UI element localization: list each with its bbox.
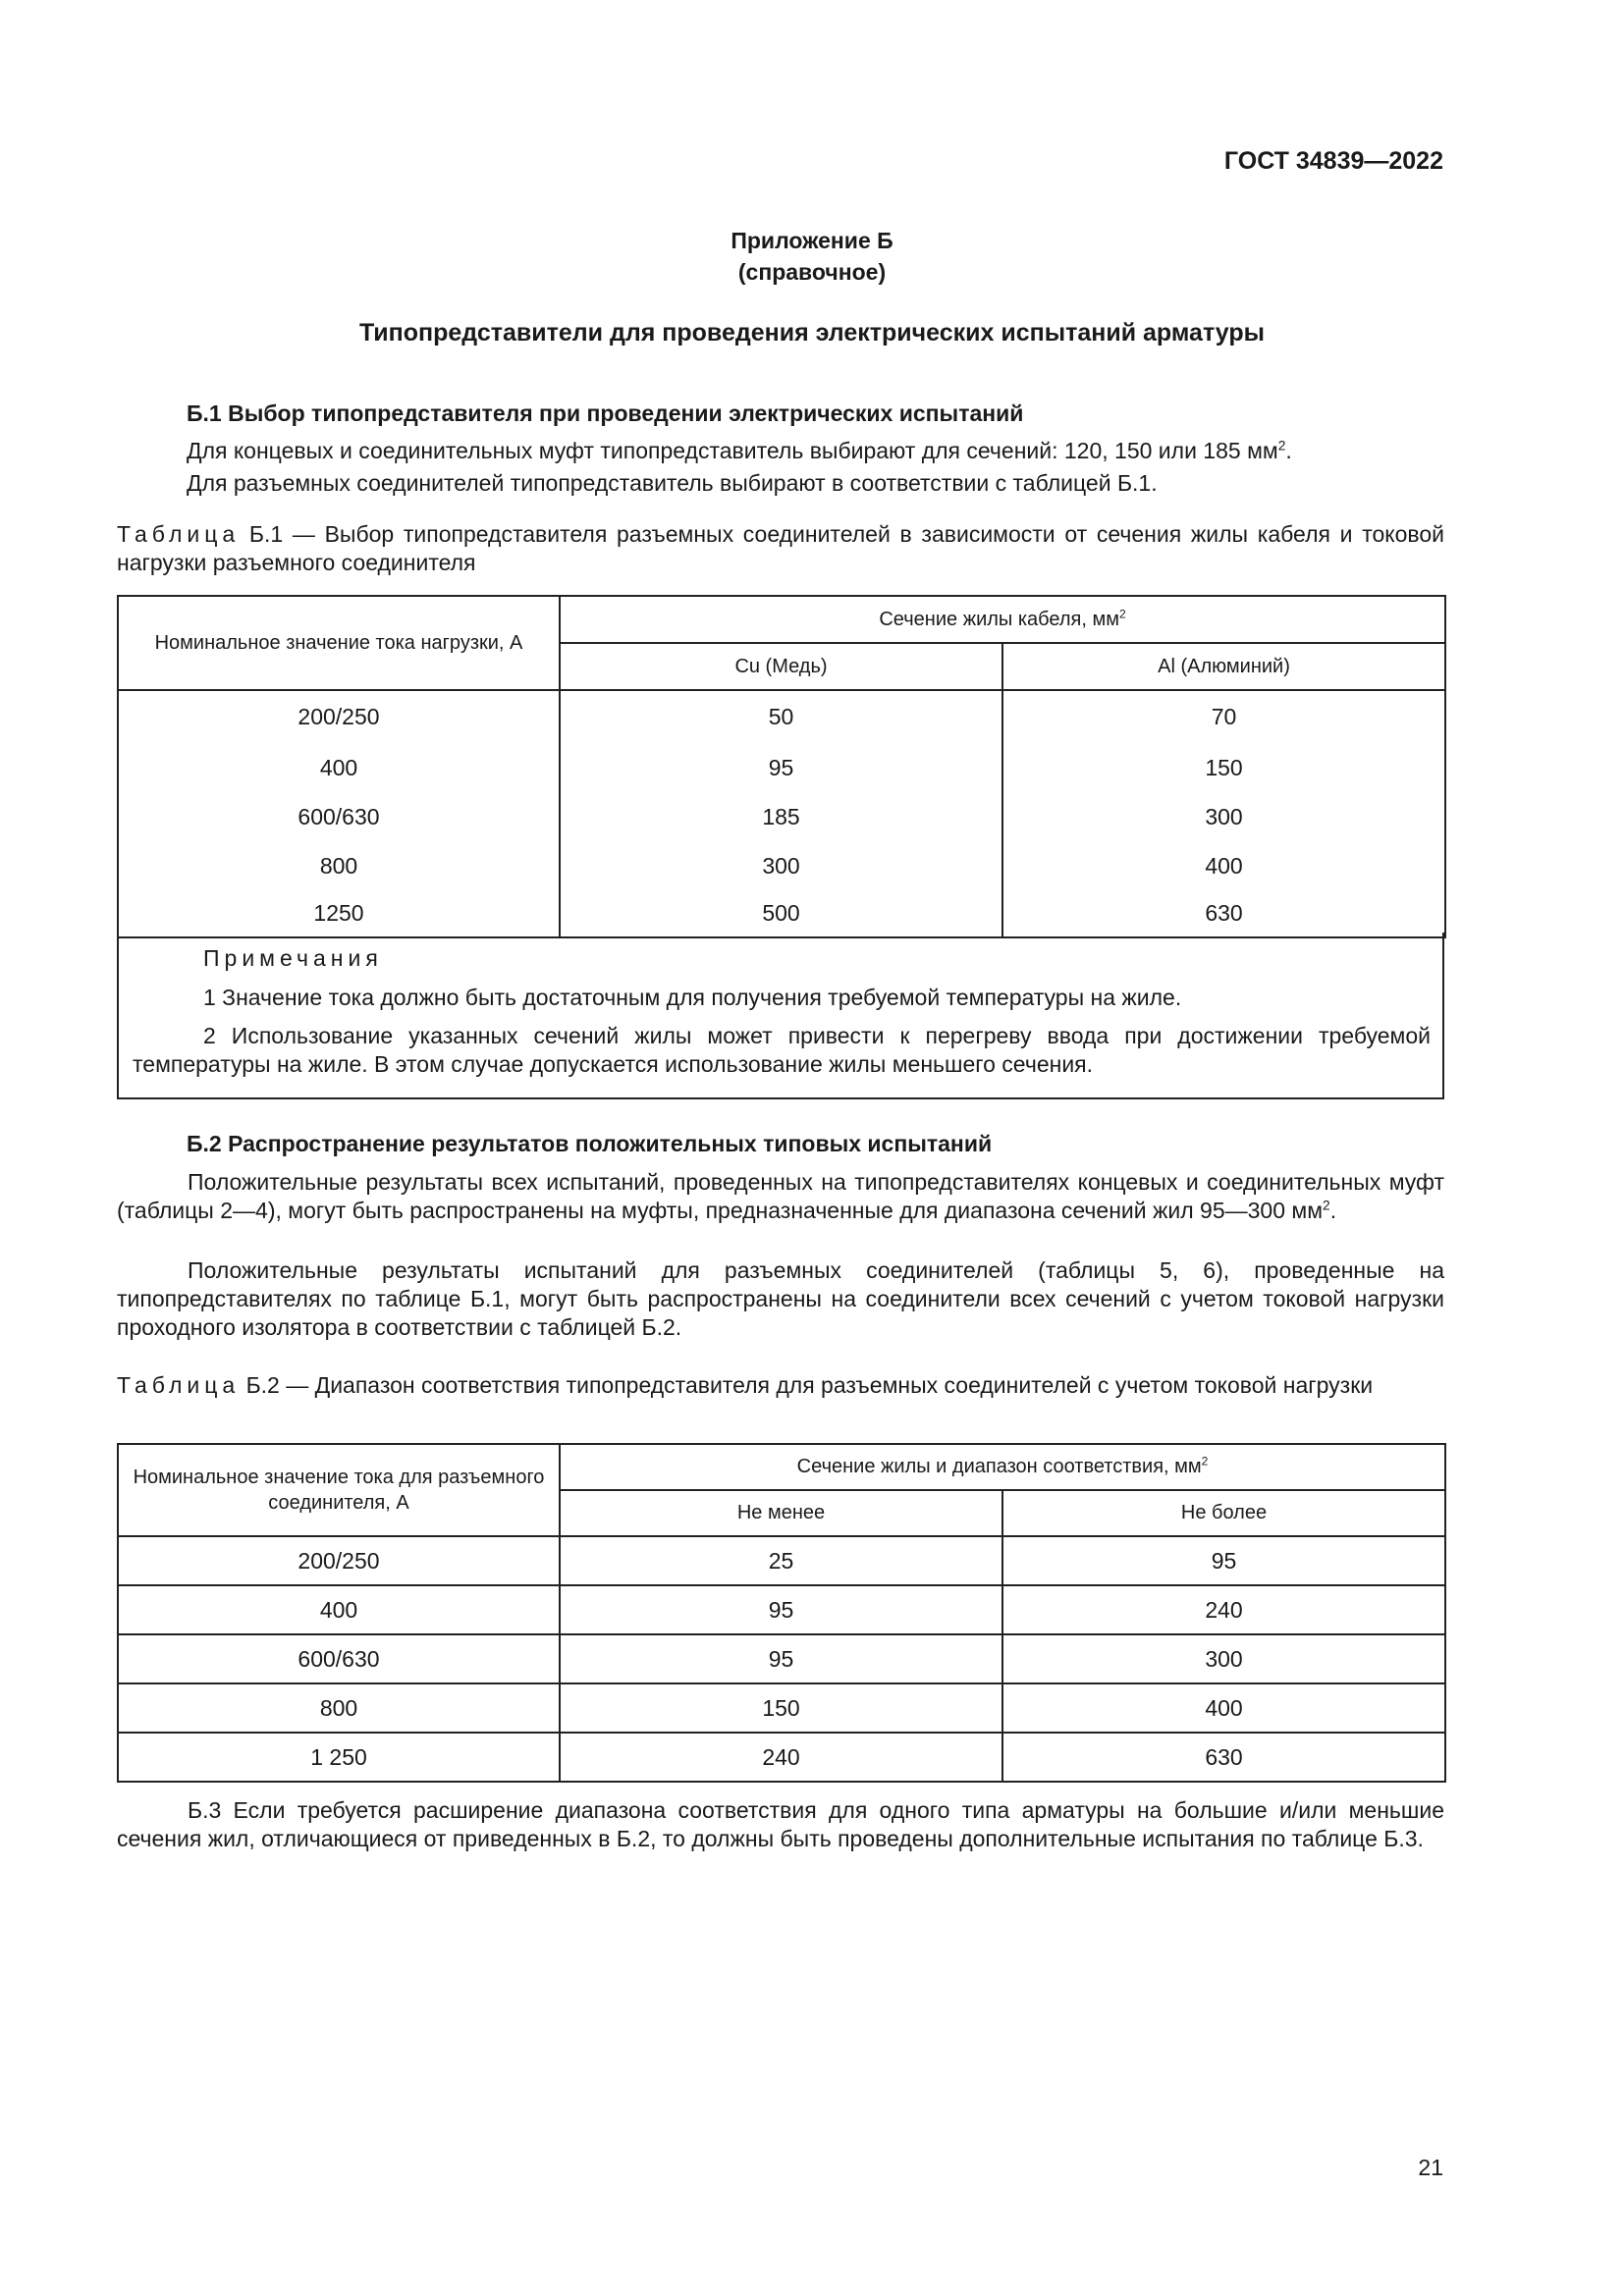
table-cell: 600/630: [118, 1634, 560, 1683]
table-row: [118, 890, 1445, 937]
table-cell: 400: [1002, 841, 1445, 890]
table-cell: 150: [1002, 743, 1445, 792]
annex-status: (справочное): [737, 259, 887, 285]
superscript: 2: [1323, 1198, 1330, 1213]
table-row: [118, 1634, 1445, 1683]
table-b1-caption: Таблица Б.1 — Выбор типопредставителя разъемных соединителей в зависимости от сечения жилы кабеля и токовой нагрузки разъемного соединителя: [117, 521, 1444, 575]
table-row: [118, 841, 1445, 890]
table-cell: 300: [560, 841, 1002, 890]
table-cell: 400: [1002, 1683, 1445, 1733]
table-b2-col2-header: Не менее: [560, 1490, 1002, 1536]
table-b1-span-header: Сечение жилы кабеля, $мм^2$: [560, 596, 1445, 643]
caption-label: Таблица: [117, 521, 241, 547]
table-cell: 200/250: [118, 1536, 560, 1585]
table-b2-col3-header: Не более: [1002, 1490, 1445, 1536]
table-cell: 300: [1002, 1634, 1445, 1683]
table-cell: 70: [1002, 690, 1445, 743]
table-cell: 95: [560, 1634, 1002, 1683]
table-b1: [117, 595, 1446, 938]
table-row: [118, 1536, 1445, 1585]
page-title: Типопредставители для проведения электрических испытаний арматуры: [358, 319, 1266, 347]
section-b2-title: Б.2 Распространение результатов положительных типовых испытаний: [187, 1131, 993, 1156]
table-cell: 800: [118, 1683, 560, 1733]
table-cell: 1250: [118, 890, 560, 937]
page-number: 21: [1418, 2155, 1443, 2180]
section-b2-paragraph-2: Положительные результаты испытаний для разъемных соединителей (таблицы 5, 6), проведенные на типопредставителях по таблице Б.1, могут быть распространены на соединители всех сечений с учетом токовой нагрузки проходного изолятора в соответствии с таблицей Б.2.: [117, 1257, 1444, 1340]
table-cell: 95: [560, 1585, 1002, 1634]
note-2: 2 Использование указанных сечений жилы может привести к перегреву ввода при достижении требуемой температуры на жиле. В этом случае допускается использование жилы меньшего сечения.: [133, 1023, 1431, 1077]
notes-title: Примечания: [203, 945, 383, 971]
caption-label: Таблица: [117, 1372, 241, 1398]
table-b2-span-header: Сечение жилы и диапазон соответствия, $мм^2$: [560, 1444, 1445, 1490]
table-cell: 50: [560, 690, 1002, 743]
section-b1-title: Б.1 Выбор типопредставителя при проведении электрических испытаний: [187, 400, 1024, 426]
table-b1-col3-header: Al (Алюминий): [1002, 643, 1445, 690]
table-row: [118, 690, 1445, 743]
table-cell: 300: [1002, 792, 1445, 841]
table-row: [118, 743, 1445, 792]
table-cell: 185: [560, 792, 1002, 841]
table-cell: 240: [1002, 1585, 1445, 1634]
section-b3-paragraph: Б.3 Если требуется расширение диапазона соответствия для одного типа арматуры на большие и/или меньшие сечения жил, отличающиеся от приведенных в Б.2, то должны быть проведены дополнительные испытания по таблице Б.3.: [117, 1797, 1444, 1851]
table-cell: 800: [118, 841, 560, 890]
table-cell: 630: [1002, 1733, 1445, 1782]
table-row: [118, 1585, 1445, 1634]
section-b2-paragraph-1: Положительные результаты всех испытаний, проведенных на типопредставителях концевых и соединительных муфт (таблицы 2—4), могут быть распространены на муфты, предназначенные для диапазона сечений жил 95—300 $мм^2$.: [117, 1169, 1444, 1223]
table-b2-caption: Таблица Б.2 — Диапазон соответствия типопредставителя для разъемных соединителей с учетом токовой нагрузки: [117, 1372, 1374, 1398]
superscript: 2: [1277, 438, 1286, 454]
table-b2: [117, 1443, 1446, 1783]
section-b1-paragraph-2: Для разъемных соединителей типопредставитель выбирают в соответствии с таблицей Б.1.: [187, 470, 1158, 496]
table-cell: 150: [560, 1683, 1002, 1733]
table-cell: 1 250: [118, 1733, 560, 1782]
table-b1-notes: [117, 933, 1444, 1099]
table-cell: 500: [560, 890, 1002, 937]
standard-designation: ГОСТ 34839—2022: [1223, 147, 1443, 175]
table-b1-col1-header: Номинальное значение тока нагрузки, А: [118, 596, 560, 690]
annex-title: Приложение Б: [731, 228, 893, 253]
note-1: 1 Значение тока должно быть достаточным для получения требуемой температуры на жиле.: [203, 985, 1182, 1010]
table-row: [118, 792, 1445, 841]
table-row: [118, 1683, 1445, 1733]
table-cell: 200/250: [118, 690, 560, 743]
section-b1-paragraph-1: Для концевых и соединительных муфт типопредставитель выбирают для сечений: 120, 150 или 185 $мм^2$.: [187, 438, 1292, 463]
table-cell: 95: [560, 743, 1002, 792]
table-cell: 400: [118, 743, 560, 792]
table-cell: 25: [560, 1536, 1002, 1585]
table-cell: 600/630: [118, 792, 560, 841]
table-cell: 630: [1002, 890, 1445, 937]
table-b2-col1-header: Номинальное значение тока для разъемного соединителя, А: [118, 1444, 560, 1536]
table-cell: 240: [560, 1733, 1002, 1782]
table-cell: 95: [1002, 1536, 1445, 1585]
table-cell: 400: [118, 1585, 560, 1634]
table-row: [118, 1733, 1445, 1782]
table-b1-col2-header: Cu (Медь): [560, 643, 1002, 690]
